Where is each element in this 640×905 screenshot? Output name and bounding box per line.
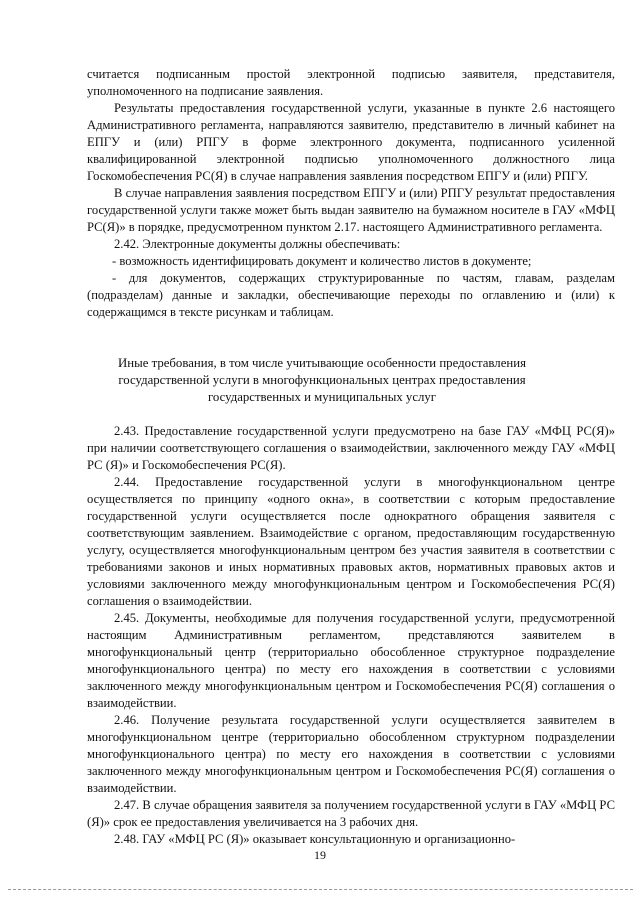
bullet-structured-documents: - для документов, содержащих структурированные по частям, главам, разделам (подразделам) данные и закладки, обеспечивающие переходы по оглавлению и (или) к содержащимся в тексте рисункам и таблицам. <box>87 271 615 319</box>
paragraph-2-44: 2.44. Предоставление государственной услуги в многофункциональном центре осуществляется по принципу «одного окна», в соответствии с которым предоставление государственной услуги осуществляется после однократного обращения заявителя с соответствующим заявлением. Взаимодействие с органом, предоставляющим государственную услугу, осуществляется многофункциональным центром без участия заявителя в соответствии с требованиями законов и иных нормативных правовых актов, нормативных правовых актов и условиями заключенного между многофункциональным центром и Госкомобеспечения РС(Я) соглашения о взаимодействии. <box>87 475 615 608</box>
spacer <box>87 321 615 338</box>
spacer <box>87 406 615 423</box>
page-number: 19 <box>314 848 326 862</box>
paragraph-2-45: 2.45. Документы, необходимые для получения государственной услуги, предусмотренной настоящим Административным регламентом, представляются заявителем в многофункциональный центр (территориально обособленное структурное подразделение многофункционального центра) по месту его нахождения в соответствии с условиями заключенного между многофункциональным центром и Госкомобеспечения РС(Я) соглашения о взаимодействии. <box>87 611 615 710</box>
paragraph-results-delivery: Результаты предоставления государственной услуги, указанные в пункте 2.6 настоящего Административного регламента, направляются заявителю, представителю в личный кабинет на ЕПГУ и (или) РПГУ в форме электронного документа, подписанного усиленной квалифицированной электронной подписью уполномоченного должностного лица Госкомобеспечения РС(Я) в случае направления заявления посредством ЕПГУ и (или) РПГУ. <box>87 101 615 183</box>
paragraph-2-42: 2.42. Электронные документы должны обеспечивать: <box>114 237 401 251</box>
spacer <box>87 338 615 355</box>
paragraph-2-43: 2.43. Предоставление государственной услуги предусмотрено на базе ГАУ «МФЦ РС(Я)» при наличии соответствующего соглашения о взаимодействии, заключенного между ГАУ «МФЦ РС (Я)» и Госкомобеспечения РС(Я). <box>87 424 615 472</box>
paragraph-2-47: 2.47. В случае обращения заявителя за получением государственной услуги в ГАУ «МФЦ РС (Я)» срок ее предоставления увеличивается на 3 рабочих дня. <box>87 798 615 829</box>
paragraph-2-48: 2.48. ГАУ «МФЦ РС (Я)» оказывает консультационную и организационно- <box>114 832 516 846</box>
paragraph-2-46: 2.46. Получение результата государственной услуги осуществляется заявителем в многофункциональном центре (территориально обособленном структурном подразделении многофункционального центра) по месту его нахождения в соответствии с условиями заключенного между многофункциональным центром и Госкомобеспечения РС(Я) соглашения о взаимодействии. <box>87 713 615 795</box>
footer-rule <box>8 889 633 890</box>
bullet-identify-document: - возможность идентифицировать документ и количество листов в документе; <box>112 254 532 268</box>
paragraph-continuation: считается подписанным простой электронной подписью заявителя, представителя, уполномоченного на подписание заявления. <box>87 67 615 98</box>
section-heading: Иные требования, в том числе учитывающие особенности предоставления государственной услуги в многофункциональных центрах предоставления государственных и муниципальных услуг <box>118 356 526 404</box>
page-content <box>87 66 615 848</box>
paragraph-paper-result: В случае направления заявления посредством ЕПГУ и (или) РПГУ результат предоставления государственной услуги также может быть выдан заявителю на бумажном носителе в ГАУ «МФЦ РС(Я)» в порядке, предусмотренном пунктом 2.17. настоящего Административного регламента. <box>87 186 615 234</box>
